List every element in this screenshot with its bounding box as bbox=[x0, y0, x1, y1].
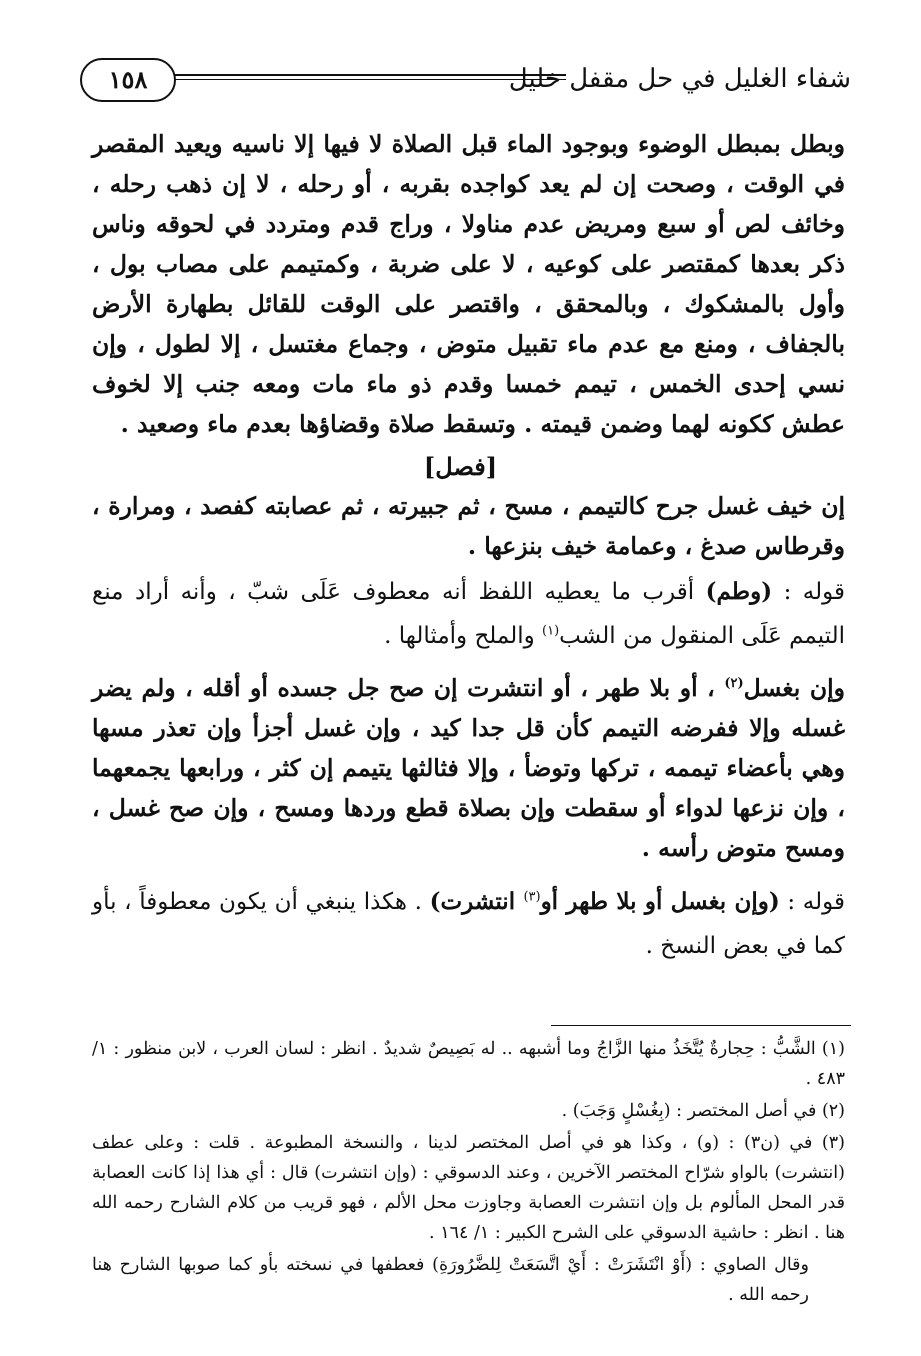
footnote-2-text: في أصل المختصر : (بِغُسْلٍ وَجَبَ) . bbox=[561, 1101, 817, 1121]
footnote-ref-3: (٣) bbox=[523, 889, 541, 905]
page-header bbox=[80, 58, 851, 104]
footnote-3-text: في (ن٣) : (و) ، وكذا هو في أصل المختصر لدينا ، والنسخة المطبوعة . قلت : وعلى عطف (انتشرت) بالواو شرّاح المختصر الآخرين ، وعند الدسوقي : (وإن انتشرت) قال : أي هذا إذا كانت العصابة قدر المحل المألوم بل وإن انتشرت العصابة وجاوزت محل الألم ، فهو قريب من كلام الشارح رحمه الله هنا . انظر : حاشية الدسوقي على الشرح الكبير : ١/ ١٦٤ . bbox=[92, 1133, 845, 1243]
header-rule bbox=[175, 74, 566, 76]
page-number-badge: ١٥٨ bbox=[80, 58, 176, 102]
footnote-ref-1: (١) bbox=[542, 623, 560, 639]
header-rule-thin bbox=[175, 79, 566, 80]
commentary-1-text: أقرب ما يعطيه اللفظ أنه معطوف عَلَى شبّ ، وأنه أراد منع التيمم عَلَى المنقول من الشب bbox=[92, 579, 845, 649]
commentary-1-text-after: والملح وأمثالها . bbox=[384, 623, 543, 649]
footnote-1-marker: (١) bbox=[821, 1039, 845, 1059]
commentary-2 bbox=[92, 880, 845, 968]
commentary-2-text: . هكذا ينبغي أن يكون معطوفاً ، بأو كما في بعض النسخ . bbox=[92, 889, 845, 959]
footnote-1-text: الشَّبُّ : حِجارةٌ يُتَّخَذُ منها الزَّاجُ وما أشبهه .. له بَصِيصٌ شديدٌ . انظر : لسان العرب ، لابن منظور : ١/ ٤٨٣ . bbox=[92, 1039, 845, 1089]
matn-block-3-part2: ، أو بلا طهر ، أو انتشرت إن صح جل جسده أو أقله ، ولم يضر غسله وإلا ففرضه التيمم كأن قل جدا كيد ، وإن غسل أجزأ وإن تعذر مسها وهي بأعضاء تيممه ، تركها وتوضأ ، وإلا فثالثها يتيمم إن كثر ، ورابعها يجمعهما ، وإن نزعها لدواء أو سقطت وإن بصلاة قطع وردها ومسح ، وإن صح غسل ، ومسح متوض رأسه . bbox=[92, 674, 845, 862]
footnote-4-text: وقال الصاوي : (أَوْ انْتَشَرَتْ : أَيْ اتَّسَعَتْ لِلضَّرُورَةِ) فعطفها في نسخته بأو كما صوبها الشارح هنا رحمه الله . bbox=[92, 1255, 809, 1305]
footnote-3-continuation bbox=[92, 1250, 845, 1310]
book-title: شفاء الغليل في حل مقفل خليل bbox=[508, 64, 851, 94]
matn-block-3-part1: وإن بغسل bbox=[743, 674, 845, 702]
footnotes bbox=[92, 1034, 845, 1312]
footnote-divider bbox=[551, 1025, 851, 1026]
commentary-1-quote: (وطم) bbox=[705, 578, 773, 605]
footnote-2 bbox=[92, 1096, 845, 1126]
matn-block-2: إن خيف غسل جرح كالتيمم ، مسح ، ثم جبيرته ، ثم عصابته كفصد ، ومرارة ، وقرطاس صدغ ، وعمامة خيف بنزعها . bbox=[92, 492, 845, 560]
matn-block-1: وبطل بمبطل الوضوء وبوجود الماء قبل الصلاة لا فيها إلا ناسيه ويعيد المقصر في الوقت ، وصحت إن لم يعد كواجده بقربه ، أو رحله ، لا إن ذهب رحله ، وخائف لص أو سبع ومريض عدم مناولا ، وراج قدم ومتردد في لحوقه وناس ذكر بعدها كمقتصر على كوعيه ، لا على ضربة ، وكمتيمم على مصاب بول ، وأول بالمشكوك ، وبالمحقق ، واقتصر على الوقت للقائل بطهارة الأرض بالجفاف ، ومنع مع عدم ماء تقبيل متوض ، وجماع مغتسل ، إلا لطول ، وإن نسي إحدى الخمس ، تيمم خمسا وقدم ذو ماء مات ومعه جنب إلا لخوف عطش ككونه لهما وضمن قيمته . وتسقط صلاة وقضاؤها بعدم ماء وصعيد . bbox=[92, 130, 845, 438]
footnote-3-marker: (٣) bbox=[821, 1133, 845, 1153]
commentary-2-prefix: قوله : bbox=[779, 889, 845, 915]
commentary-2-quote-2: انتشرت) bbox=[429, 888, 524, 915]
footnote-ref-2: (٢) bbox=[724, 676, 744, 692]
footnote-1 bbox=[92, 1034, 845, 1094]
section-heading: [فصل] bbox=[423, 452, 498, 481]
matn-block-3 bbox=[92, 668, 845, 868]
footnote-3 bbox=[92, 1128, 845, 1248]
commentary-2-quote-1: (وإن بغسل أو بلا طهر أو bbox=[540, 888, 780, 915]
commentary-1-prefix: قوله : bbox=[772, 579, 845, 605]
footnote-2-marker: (٢) bbox=[821, 1101, 845, 1121]
commentary-1 bbox=[92, 570, 845, 658]
